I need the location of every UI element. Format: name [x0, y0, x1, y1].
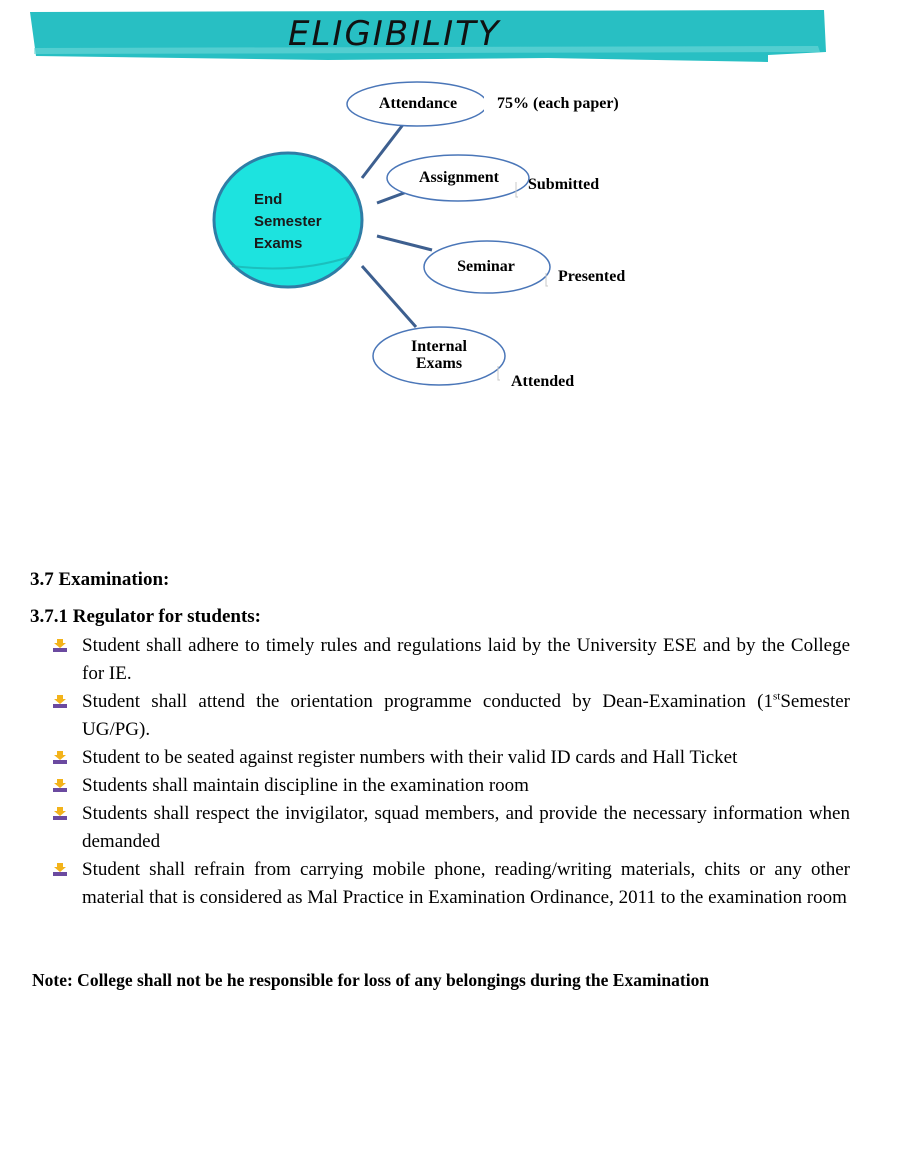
node-assignment-label — [414, 169, 504, 186]
rule-text: Semester UG/PG). — [82, 691, 850, 740]
node-seminar-value: Presented — [558, 268, 626, 285]
list-item — [50, 856, 850, 912]
section-heading: 3.7 Examination: — [30, 569, 170, 590]
node-label-line: Assignment — [418, 169, 499, 186]
arrow-bullet-icon — [52, 806, 68, 822]
page-title: ELIGIBILITY — [288, 14, 501, 54]
rule-text: Student to be seated against register numbers with their valid ID cards and Hall Ticket — [82, 747, 738, 768]
section-subheading: 3.7.1 Regulator for students: — [30, 606, 261, 627]
value-box-attendance — [484, 90, 488, 116]
arrow-bullet-icon — [52, 750, 68, 766]
note-text: Note: College shall not be he responsible for loss of any belongings during the Examination — [32, 970, 710, 990]
center-label-line: End — [254, 191, 283, 208]
center-label-line: Exams — [254, 235, 303, 252]
rule-text: Student shall attend the orientation programme conducted by Dean-Examination (1 — [82, 691, 773, 712]
list-item — [50, 744, 850, 772]
regulations-list — [50, 632, 850, 912]
node-internal-exams-label — [399, 338, 479, 372]
node-label-line: Attendance — [378, 95, 458, 112]
connector-internal-exams — [362, 266, 416, 327]
node-seminar-label — [446, 258, 526, 275]
rule-superscript: st — [773, 690, 781, 703]
node-attendance-value: 75% (each paper) — [497, 95, 619, 112]
rule-text: Students shall maintain discipline in the examination room — [82, 775, 529, 796]
list-item — [50, 800, 850, 856]
node-label-line: Seminar — [457, 258, 515, 275]
arrow-bullet-icon — [52, 638, 68, 654]
node-label-line: Exams — [415, 355, 463, 372]
center-node-label — [254, 189, 322, 255]
node-assignment-value: Submitted — [528, 176, 600, 193]
node-attendance-label — [378, 95, 458, 112]
arrow-bullet-icon — [52, 862, 68, 878]
list-item — [50, 688, 850, 744]
rule-text: Student shall adhere to timely rules and regulations laid by the University ESE and by the College for IE. — [82, 635, 850, 684]
node-internal-exams-value: Attended — [511, 373, 575, 390]
connector-seminar — [377, 236, 432, 250]
node-label-line: Internal — [411, 338, 467, 355]
rule-text: Student shall refrain from carrying mobile phone, reading/writing materials, chits or any other material that is considered as Mal Practice in Examination Ordinance, 2011 to the examination room — [82, 859, 850, 908]
list-item — [50, 772, 850, 800]
title-banner — [28, 8, 828, 62]
arrow-bullet-icon — [52, 778, 68, 794]
eligibility-diagram — [0, 70, 900, 410]
center-label-line: Semester — [254, 213, 322, 230]
list-item — [50, 632, 850, 688]
arrow-bullet-icon — [52, 694, 68, 710]
rule-text: Students shall respect the invigilator, squad members, and provide the necessary information when demanded — [82, 803, 850, 852]
